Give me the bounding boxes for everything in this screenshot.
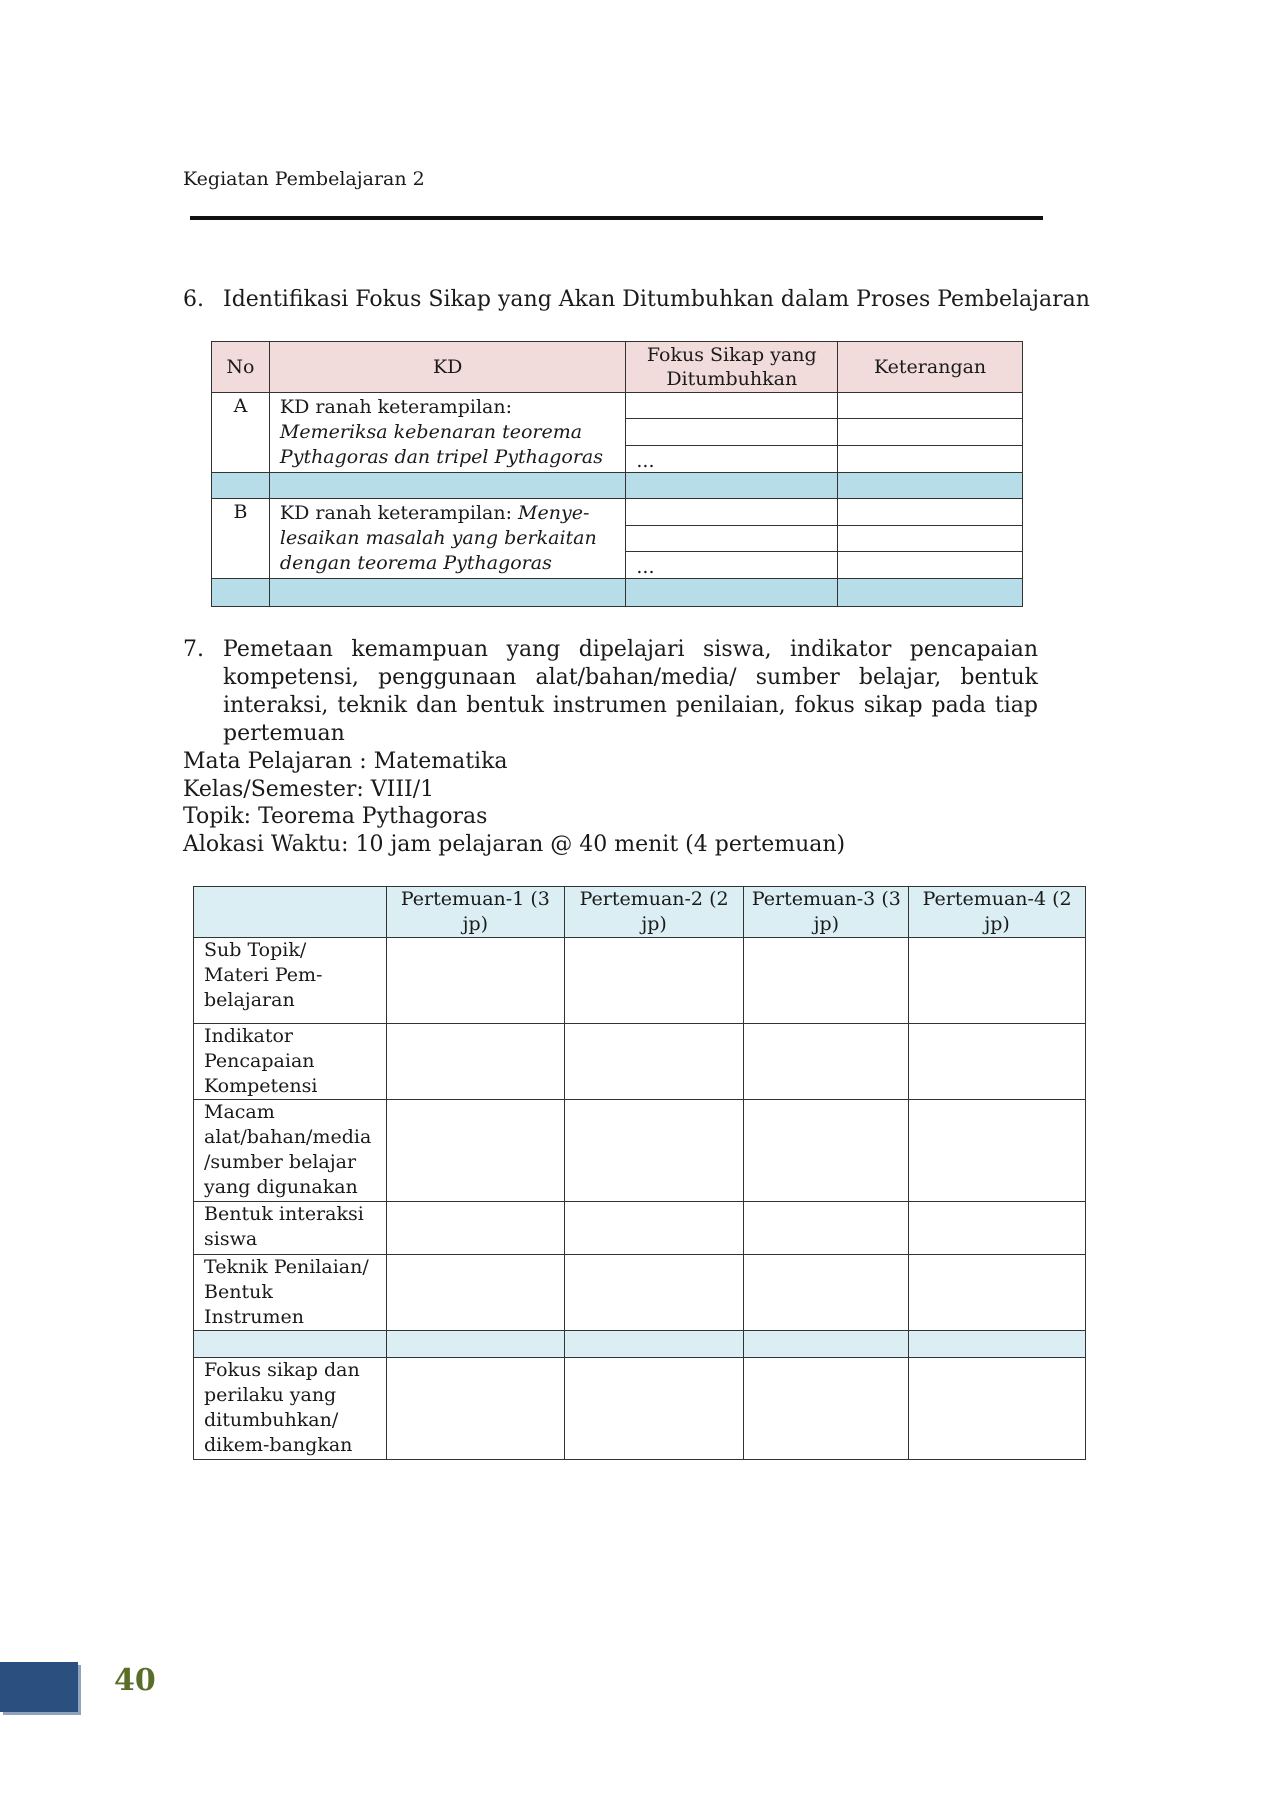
- page-number-box: [0, 1662, 78, 1712]
- attitude-focus-table: [211, 341, 1023, 607]
- header-pertemuan-4: Pertemuan-4 (2 jp): [909, 887, 1086, 938]
- row-a-ket-1: [838, 393, 1023, 419]
- row-a-ket-2: [838, 419, 1023, 445]
- table1-header-no: No: [212, 342, 270, 393]
- table-row: [194, 1358, 1086, 1460]
- header-pertemuan-3: Pertemuan-3 (3 jp): [744, 887, 909, 938]
- row-a-kd-text: Memeriksa kebenaran teorema Pythagoras dan tripel Pythagoras: [279, 421, 604, 468]
- header-pertemuan-1: Pertemuan-1 (3 jp): [386, 887, 564, 938]
- row-b-kd-text: Menye-lesaikan masalah yang berkaitan dengan teorema Pythagoras: [279, 502, 597, 574]
- table-row-separator: [212, 473, 1023, 499]
- row-a-kd-label: KD ranah keterampilan:: [279, 396, 512, 418]
- table-row: [194, 938, 1086, 1024]
- table-row: [212, 393, 1023, 419]
- row-a-fokus-1: [626, 393, 838, 419]
- header-divider: [190, 216, 1043, 220]
- row-label-teknik: Teknik Penilaian/ Bentuk Instrumen: [194, 1255, 387, 1331]
- row-b-fokus-1: [626, 499, 838, 526]
- header-pertemuan-2: Pertemuan-2 (2 jp): [564, 887, 744, 938]
- table-row: [212, 499, 1023, 526]
- table2-header-row: [194, 887, 1086, 938]
- row-a-kd: [269, 393, 625, 473]
- table-row: [194, 1255, 1086, 1331]
- row-label-indikator: Indikator Pencapaian Kompetensi: [194, 1024, 387, 1100]
- section-6-number: 6.: [183, 287, 204, 312]
- lesson-info: [183, 748, 845, 858]
- section-6-title: Identifikasi Fokus Sikap yang Akan Ditumbuhkan dalam Proses Pembelajaran: [223, 287, 1090, 312]
- table1-header-kd: KD: [269, 342, 625, 393]
- running-header: Kegiatan Pembelajaran 2: [183, 168, 425, 190]
- row-label-sub-topik: Sub Topik/ Materi Pem-belajaran: [194, 938, 387, 1024]
- section-7-number: 7.: [183, 637, 204, 662]
- row-b-kd: [269, 499, 625, 579]
- row-a-no: A: [212, 393, 270, 473]
- info-mapel: Mata Pelajaran : Matematika: [183, 749, 508, 774]
- row-b-fokus-dots: ...: [626, 552, 838, 579]
- row-b-fokus-2: [626, 525, 838, 552]
- page-number: 40: [114, 1663, 156, 1698]
- table-row: [194, 1024, 1086, 1100]
- section-7-text: Pemetaan kemampuan yang dipelajari siswa, indikator pencapaian kompetensi, penggunaan alat/bahan/media/ sumber belajar, bentuk interaksi, teknik dan bentuk instrumen penilaian, fokus sikap pada tiap pertemuan: [223, 637, 1038, 746]
- row-b-ket-1: [838, 499, 1023, 526]
- row-b-ket-3: [838, 552, 1023, 579]
- row-a-fokus-2: [626, 419, 838, 445]
- table1-header-keterangan: Keterangan: [838, 342, 1023, 393]
- row-label-media: Macam alat/bahan/media /sumber belajar yang digunakan: [194, 1100, 387, 1202]
- table-row-separator: [194, 1331, 1086, 1358]
- row-b-ket-2: [838, 525, 1023, 552]
- info-alokasi: Alokasi Waktu: 10 jam pelajaran @ 40 menit (4 pertemuan): [183, 831, 846, 857]
- row-a-ket-3: [838, 445, 1023, 472]
- table-row: [194, 1100, 1086, 1202]
- row-a-fokus-dots: ...: [626, 445, 838, 472]
- row-b-kd-label: KD ranah keterampilan:: [279, 502, 519, 524]
- table1-header-fokus: Fokus Sikap yang Ditumbuhkan: [626, 342, 838, 393]
- info-kelas: Kelas/Semester: VIII/1: [183, 776, 435, 802]
- table-row-separator: [212, 579, 1023, 607]
- section-7-heading: [183, 636, 1038, 748]
- row-b-no: B: [212, 499, 270, 579]
- table1-header-row: [212, 342, 1023, 393]
- meeting-mapping-table: [193, 886, 1086, 1460]
- table-row: [194, 1202, 1086, 1255]
- info-topik: Topik: Teorema Pythagoras: [183, 804, 488, 829]
- row-label-fokus-sikap: Fokus sikap dan perilaku yang ditumbuhkan/ dikem-bangkan: [194, 1358, 387, 1460]
- row-label-interaksi: Bentuk interaksi siswa: [194, 1202, 387, 1255]
